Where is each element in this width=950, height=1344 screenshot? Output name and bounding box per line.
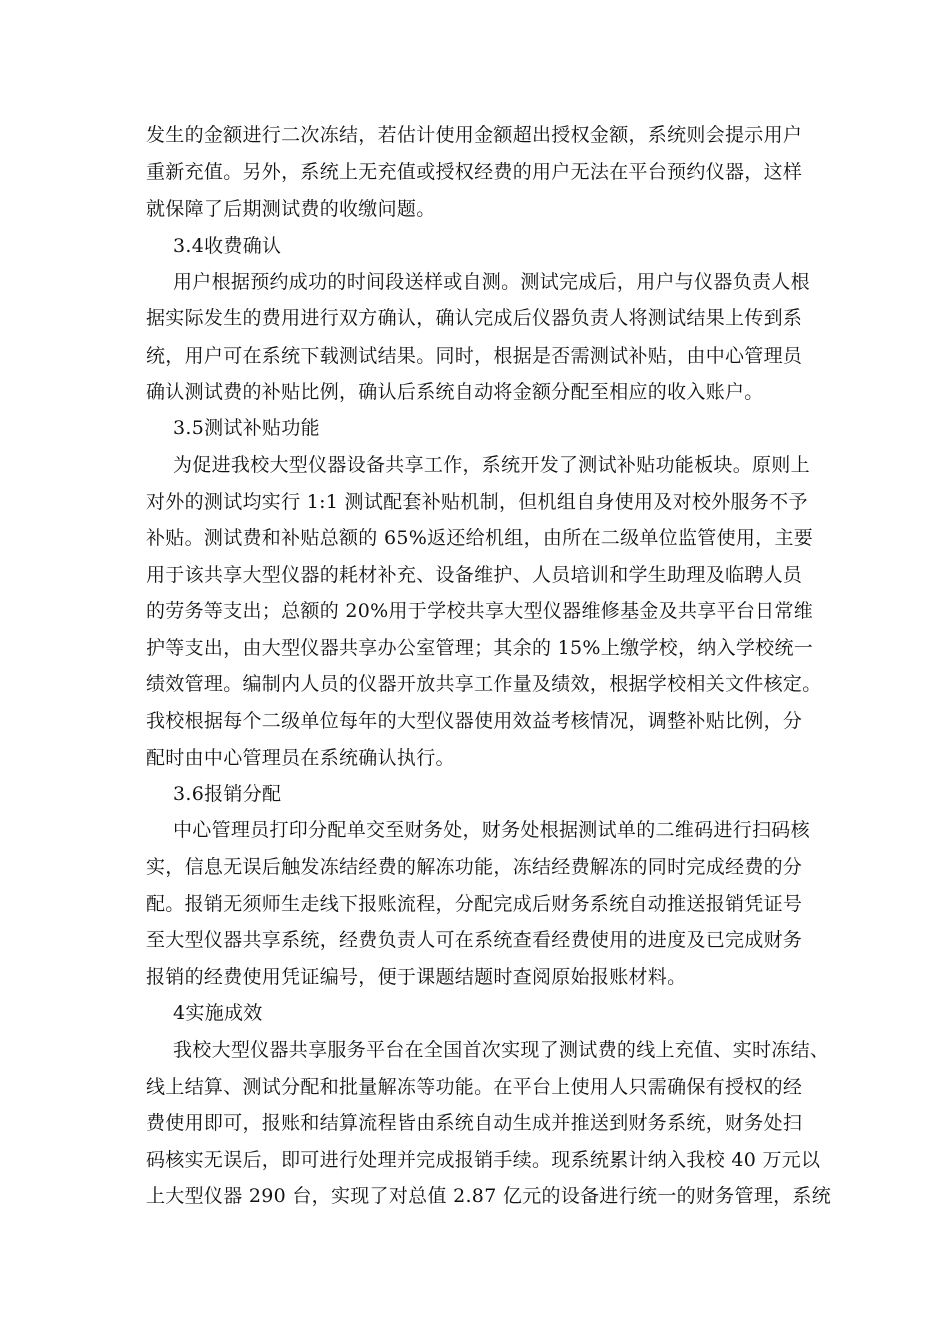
body-text-line: 据实际发生的费用进行双方确认，确认完成后仪器负责人将测试结果上传到系 <box>146 307 803 329</box>
section-heading: 3.5测试补贴功能 <box>173 417 320 439</box>
body-text-line: 线上结算、测试分配和批量解冻等功能。在平台上使用人只需确保有授权的经 <box>146 1076 803 1098</box>
body-text-line: 重新充值。另外，系统上无充值或授权经费的用户无法在平台预约仪器，这样 <box>146 161 803 183</box>
body-text-line: 配时由中心管理员在系统确认执行。 <box>146 747 455 769</box>
body-text-line: 用于该共享大型仪器的耗材补充、设备维护、人员培训和学生助理及临聘人员 <box>146 564 803 586</box>
section-heading: 4实施成效 <box>173 1002 263 1024</box>
body-text-line: 费使用即可，报账和结算流程皆由系统自动生成并推送到财务系统，财务处扫 <box>146 1112 803 1134</box>
body-text-line: 护等支出，由大型仪器共享办公室管理；其余的 15%上缴学校，纳入学校统一 <box>146 637 814 659</box>
section-heading: 3.6报销分配 <box>173 783 282 805</box>
body-text-line: 至大型仪器共享系统，经费负责人可在系统查看经费使用的进度及已完成财务 <box>146 929 803 951</box>
body-text-line: 码核实无误后，即可进行处理并完成报销手续。现系统累计纳入我校 40 万元以 <box>146 1149 821 1171</box>
body-text-line: 我校根据每个二级单位每年的大型仪器使用效益考核情况，调整补贴比例，分 <box>146 710 803 732</box>
body-text-line: 发生的金额进行二次冻结，若估计使用金额超出授权金额，系统则会提示用户 <box>146 124 803 146</box>
body-text-line: 配。报销无须师生走线下报账流程，分配完成后财务系统自动推送报销凭证号 <box>146 893 803 915</box>
body-text-line: 为促进我校大型仪器设备共享工作，系统开发了测试补贴功能板块。原则上 <box>173 454 810 476</box>
body-text-line: 的劳务等支出；总额的 20%用于学校共享大型仪器维修基金及共享平台日常维 <box>146 600 814 622</box>
body-text-line: 补贴。测试费和补贴总额的 65%返还给机组，由所在二级单位监管使用，主要 <box>146 527 814 549</box>
body-text-line: 中心管理员打印分配单交至财务处，财务处根据测试单的二维码进行扫码核 <box>173 819 810 841</box>
body-text-line: 对外的测试均实行 1:1 测试配套补贴机制，但机组自身使用及对校外服务不予 <box>146 491 808 513</box>
body-text-line: 我校大型仪器共享服务平台在全国首次实现了测试费的线上充值、实时冻结、 <box>173 1039 830 1061</box>
body-text-line: 统，用户可在系统下载测试结果。同时，根据是否需测试补贴，由中心管理员 <box>146 345 803 367</box>
body-text-line: 实，信息无误后触发冻结经费的解冻功能，冻结经费解冻的同时完成经费的分 <box>146 856 803 878</box>
body-text-line: 用户根据预约成功的时间段送样或自测。测试完成后，用户与仪器负责人根 <box>173 271 810 293</box>
body-text-line: 就保障了后期测试费的收缴问题。 <box>146 198 436 220</box>
body-text-line: 绩效管理。编制内人员的仪器开放共享工作量及绩效，根据学校相关文件核定。 <box>146 673 822 695</box>
body-text-line: 报销的经费使用凭证编号，便于课题结题时查阅原始报账材料。 <box>146 966 687 988</box>
section-heading: 3.4收费确认 <box>173 235 282 257</box>
body-text-line: 上大型仪器 290 台，实现了对总值 2.87 亿元的设备进行统一的财务管理，系统 <box>146 1185 832 1207</box>
body-text-line: 确认测试费的补贴比例，确认后系统自动将金额分配至相应的收入账户。 <box>146 381 764 403</box>
